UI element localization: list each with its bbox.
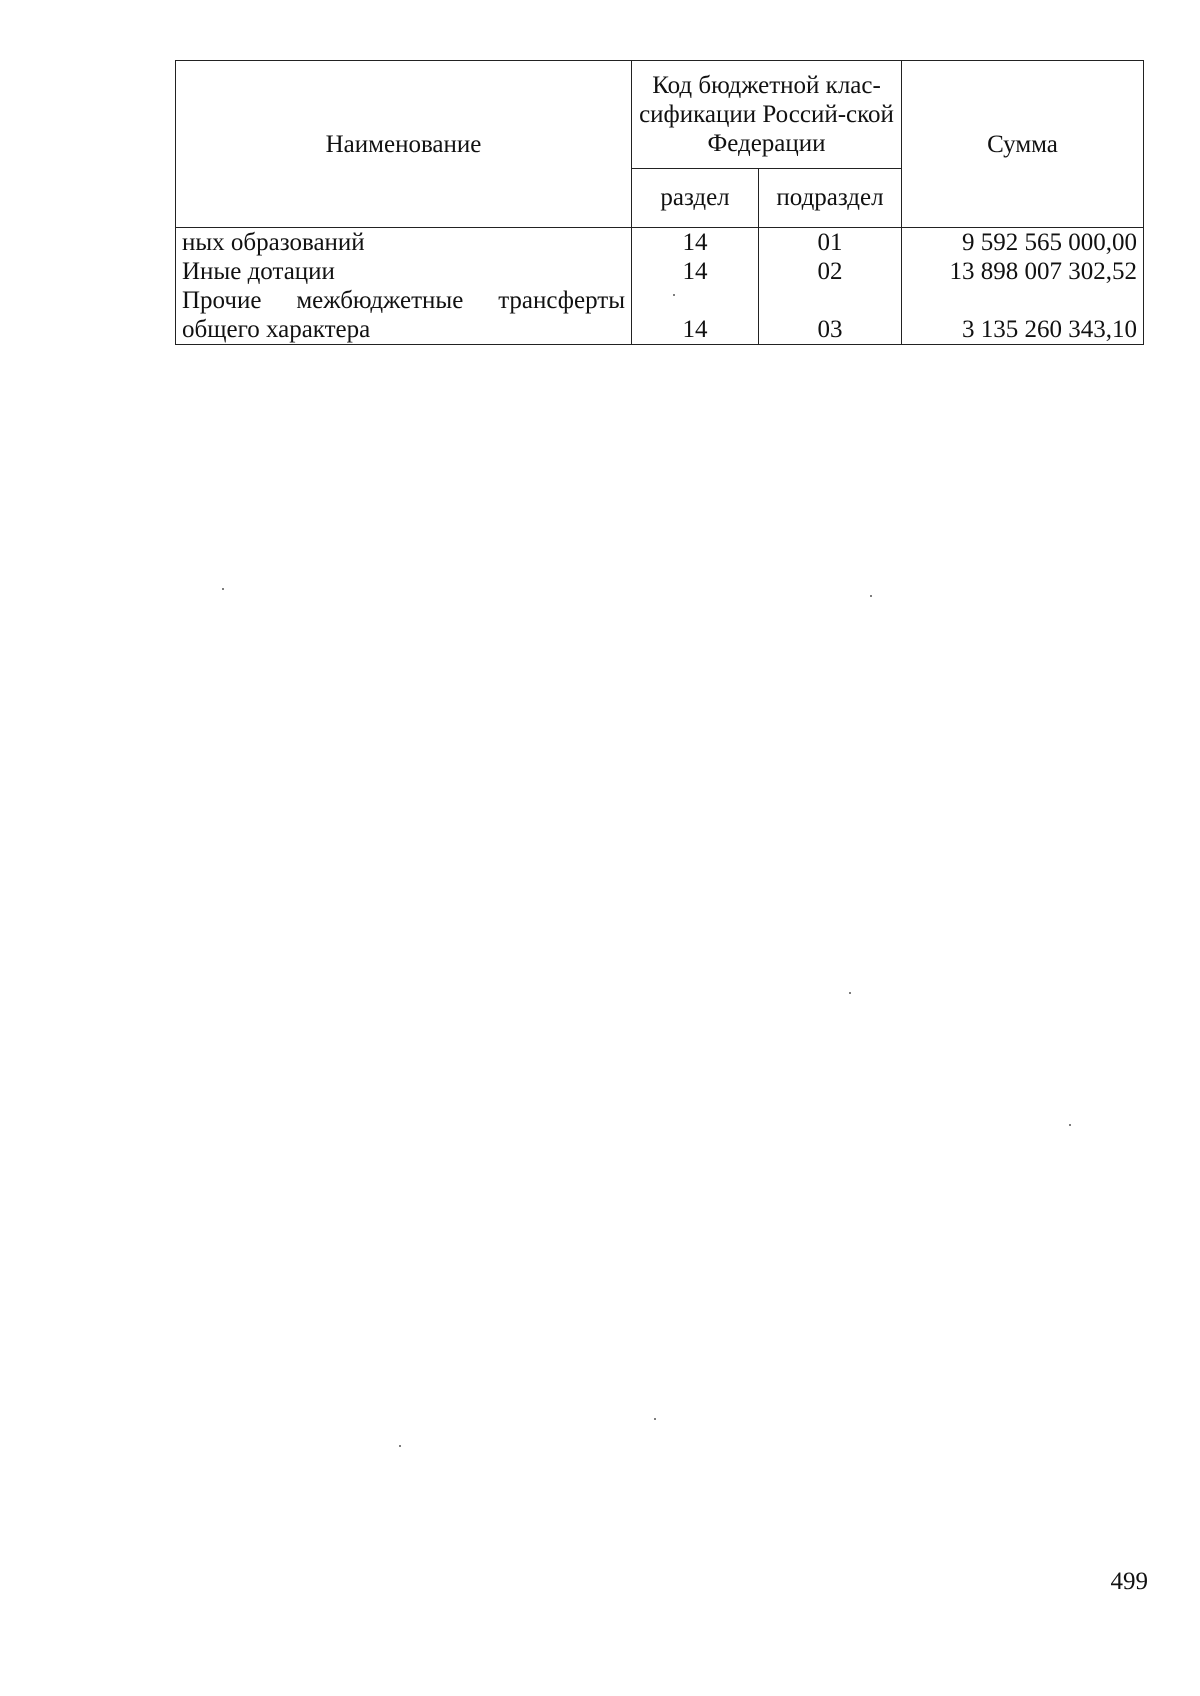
table-header <box>176 61 1144 228</box>
scan-speck <box>654 1418 656 1420</box>
table-body <box>176 228 1144 345</box>
table-row <box>176 228 1144 258</box>
header-name: Наименование <box>176 61 632 228</box>
row-section: 14 <box>632 228 759 258</box>
row-sum: 13 898 007 302,52 <box>902 257 1144 286</box>
row-subsection: 03 <box>759 286 902 345</box>
page-number: 499 <box>1110 1568 1148 1595</box>
row-sum: 3 135 260 343,10 <box>902 286 1144 345</box>
row-name: Иные дотации <box>176 257 632 286</box>
scan-speck <box>673 294 675 296</box>
table-row <box>176 286 1144 345</box>
scan-speck <box>222 588 224 590</box>
row-subsection: 01 <box>759 228 902 258</box>
scan-speck <box>1069 1124 1071 1126</box>
header-subsection: подраздел <box>759 168 902 227</box>
row-subsection: 02 <box>759 257 902 286</box>
scan-speck <box>870 595 872 597</box>
budget-table <box>175 60 1144 345</box>
row-sum: 9 592 565 000,00 <box>902 228 1144 258</box>
row-section: 14 <box>632 257 759 286</box>
header-section: раздел <box>632 168 759 227</box>
row-name: ных образований <box>176 228 632 258</box>
scan-speck <box>849 992 851 994</box>
header-sum: Сумма <box>902 61 1144 228</box>
header-classification: Код бюджетной клас-сификации Россий-ской Федерации <box>632 61 902 169</box>
scan-speck <box>399 1445 401 1447</box>
table-row <box>176 257 1144 286</box>
row-section: 14 <box>632 286 759 345</box>
row-name: Прочие межбюджетные трансферты общего характера <box>176 286 632 345</box>
